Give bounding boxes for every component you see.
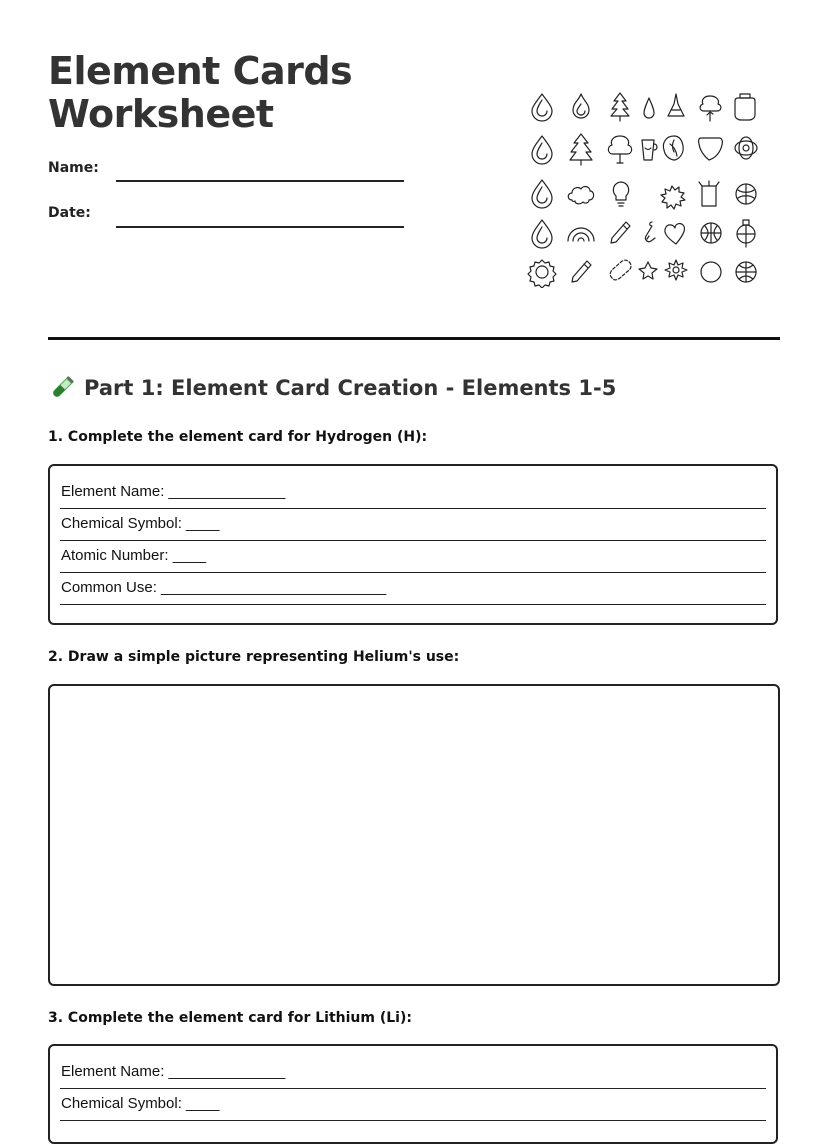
heart-icon: [665, 224, 685, 244]
splat-icon: [661, 186, 685, 209]
pencil-icon: [572, 261, 591, 282]
date-label: Date:: [48, 205, 91, 221]
helium-drawing-area[interactable]: [48, 684, 780, 986]
lantern-icon: [737, 220, 755, 247]
tree-icon: [608, 136, 631, 163]
pencil-icon: [611, 222, 630, 243]
flame-icon: [573, 94, 589, 118]
drop-icon: [532, 220, 552, 248]
card-row-element-name[interactable]: Element Name: ______________: [60, 1057, 766, 1089]
question-2: 2. Draw a simple picture representing Helium's use:: [48, 649, 460, 665]
tree-icon: [700, 96, 721, 121]
globe-icon: [701, 223, 721, 243]
question-3: 3. Complete the element card for Lithium (Li):: [48, 1010, 412, 1026]
globe-icon: [736, 262, 756, 282]
drop-icon: [532, 94, 552, 121]
date-field-line[interactable]: [116, 226, 404, 228]
part1-heading: [48, 374, 616, 402]
capsule-icon: [610, 260, 631, 280]
card-row-chemical-symbol[interactable]: Chemical Symbol: ____: [60, 509, 766, 541]
lithium-element-card: [48, 1044, 778, 1144]
droplet-icon: [644, 98, 654, 118]
pine-tree-icon: [611, 93, 629, 121]
question-1: 1. Complete the element card for Hydrogen (H):: [48, 429, 428, 445]
star-burst-icon: [665, 260, 687, 280]
jar-icon: [735, 94, 755, 120]
title-line-1: Element Cards: [48, 49, 353, 93]
flask-icon: [668, 94, 684, 116]
orbit-icon: [735, 137, 757, 159]
card-row-chemical-symbol[interactable]: Chemical Symbol: ____: [60, 1089, 766, 1121]
card-row-atomic-number[interactable]: Atomic Number: ____: [60, 541, 766, 573]
pine-tree-icon: [570, 134, 592, 165]
bulb-icon: [613, 182, 628, 206]
shield-icon: [699, 138, 723, 160]
name-field-line[interactable]: [116, 180, 404, 182]
gear-icon: [528, 260, 556, 288]
drop-icon: [532, 136, 552, 164]
circle-cross-icon: [736, 184, 756, 204]
circle-icon: [701, 262, 721, 282]
decorative-icon-grid: [524, 88, 772, 288]
test-tube-icon: [48, 374, 76, 402]
section-divider: [48, 337, 780, 340]
drop-icon: [532, 180, 552, 208]
cup-icon: [642, 140, 657, 160]
card-row-common-use[interactable]: Common Use: ___________________________: [60, 573, 766, 605]
rainbow-icon: [568, 228, 594, 241]
leaf-icon: [663, 136, 683, 160]
title-line-2: Worksheet: [48, 92, 274, 136]
hydrogen-element-card: [48, 464, 778, 625]
name-label: Name:: [48, 160, 99, 176]
hook-icon: [645, 222, 655, 242]
worksheet-title: [48, 50, 352, 136]
card-row-element-name[interactable]: Element Name: ______________: [60, 477, 766, 509]
cloud-icon: [568, 187, 593, 204]
star-icon: [639, 262, 657, 279]
part1-title: Part 1: Element Card Creation - Elements 1-5: [84, 376, 617, 400]
box-icon: [699, 181, 719, 206]
